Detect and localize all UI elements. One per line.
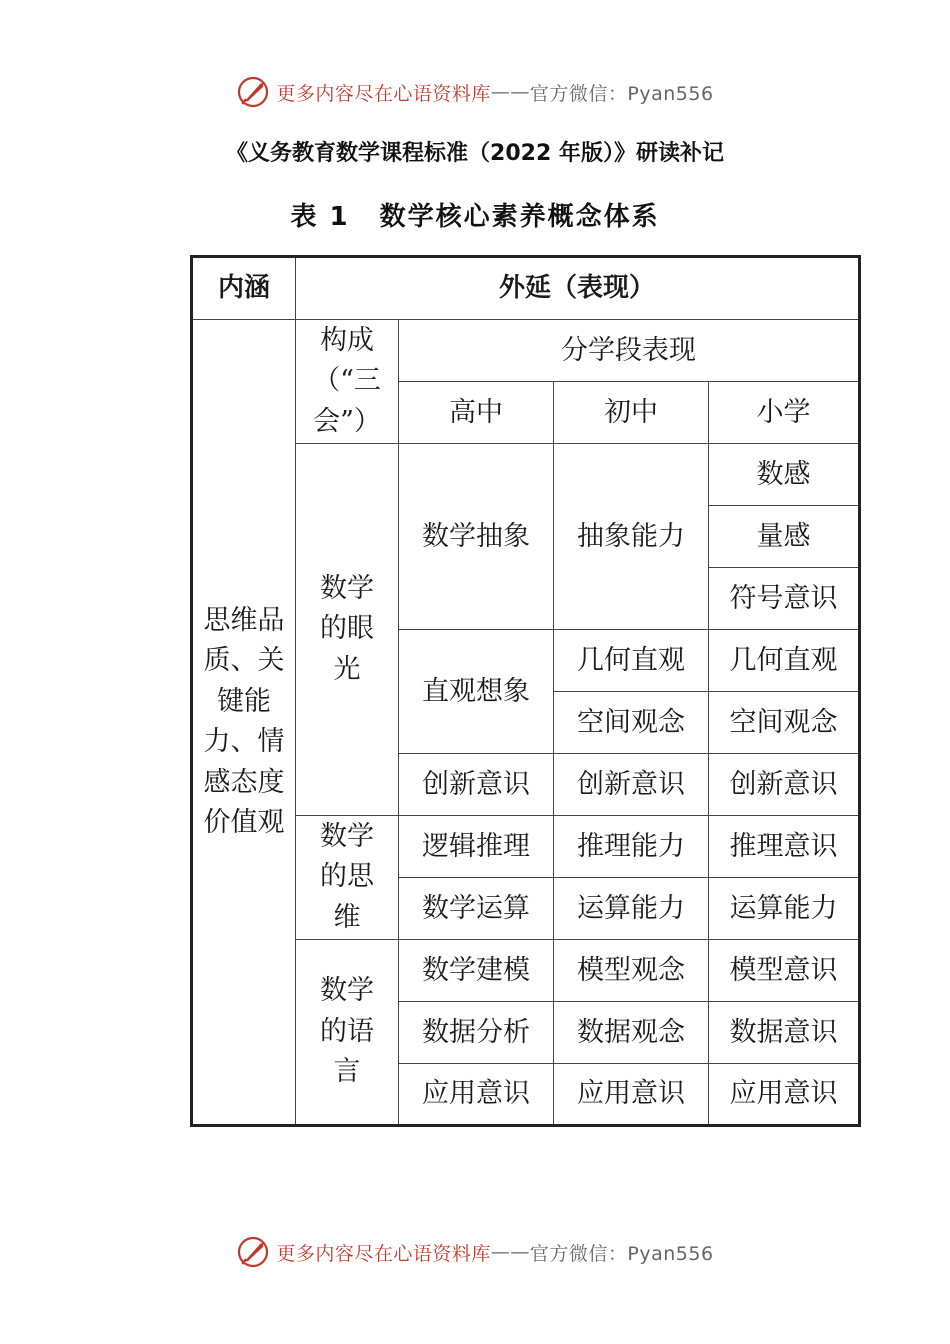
table-cell: 运算能力 — [709, 878, 860, 940]
banner-text: 更多内容尽在心语资料库 — [276, 82, 491, 105]
table-cell: 数学抽象 — [399, 444, 554, 630]
group-vision-text: 数学的眼光 — [320, 572, 374, 685]
table-caption — [0, 196, 950, 233]
table-title: 数学核心素养概念体系 — [379, 202, 660, 232]
table-cell: 逻辑推理 — [399, 816, 554, 878]
table-cell: 空间观念 — [554, 692, 709, 754]
table-cell: 数感 — [709, 444, 860, 506]
table-cell: 推理能力 — [554, 816, 709, 878]
header-banner — [0, 72, 950, 112]
table-cell: 空间观念 — [709, 692, 860, 754]
footer-banner — [0, 1232, 950, 1272]
quill-logo-icon — [236, 75, 270, 109]
connotation-text: 思维品质、关键能力、情感态度价值观 — [203, 604, 285, 838]
stage-middle: 初中 — [554, 382, 709, 444]
group-language — [296, 940, 399, 1126]
table-cell: 运算能力 — [554, 878, 709, 940]
core-literacy-table — [190, 255, 861, 1127]
table-cell: 数学建模 — [399, 940, 554, 1002]
header-extension: 外延（表现） — [296, 257, 860, 320]
banner-wechat: 官方微信：Pyan556 — [529, 1242, 714, 1265]
header-connotation: 内涵 — [192, 257, 296, 320]
document-title: 《义务教育数学课程标准（2022 年版）》研读补记 — [226, 141, 724, 166]
table-cell: 推理意识 — [709, 816, 860, 878]
table-cell: 几何直观 — [709, 630, 860, 692]
table-number: 表 1 — [290, 202, 350, 232]
table-cell: 几何直观 — [554, 630, 709, 692]
composition-text: 构成（“三会”） — [313, 324, 381, 437]
banner-separator: —— — [490, 1241, 530, 1263]
banner-wechat: 官方微信：Pyan556 — [529, 82, 714, 105]
stage-header: 分学段表现 — [399, 320, 860, 382]
table-cell: 抽象能力 — [554, 444, 709, 630]
table-cell: 模型意识 — [709, 940, 860, 1002]
table-cell: 模型观念 — [554, 940, 709, 1002]
group-thinking-text: 数学的思维 — [320, 820, 374, 933]
table-cell: 应用意识 — [554, 1064, 709, 1126]
connotation-cell — [192, 320, 296, 1126]
table-cell: 数据分析 — [399, 1002, 554, 1064]
composition-header — [296, 320, 399, 444]
stage-high: 高中 — [399, 382, 554, 444]
table-cell: 创新意识 — [709, 754, 860, 816]
table-cell: 数据观念 — [554, 1002, 709, 1064]
table-cell: 符号意识 — [709, 568, 860, 630]
group-language-text: 数学的语言 — [320, 975, 374, 1088]
table-cell: 应用意识 — [399, 1064, 554, 1126]
table-cell: 应用意识 — [709, 1064, 860, 1126]
table-cell: 创新意识 — [399, 754, 554, 816]
table-cell: 量感 — [709, 506, 860, 568]
table-cell: 数学运算 — [399, 878, 554, 940]
table-cell: 创新意识 — [554, 754, 709, 816]
table-cell: 直观想象 — [399, 630, 554, 754]
quill-logo-icon — [236, 1235, 270, 1269]
banner-separator: —— — [490, 81, 530, 103]
banner-text: 更多内容尽在心语资料库 — [276, 1242, 491, 1265]
table-cell: 数据意识 — [709, 1002, 860, 1064]
group-thinking — [296, 816, 399, 940]
stage-primary: 小学 — [709, 382, 860, 444]
group-vision — [296, 444, 399, 816]
